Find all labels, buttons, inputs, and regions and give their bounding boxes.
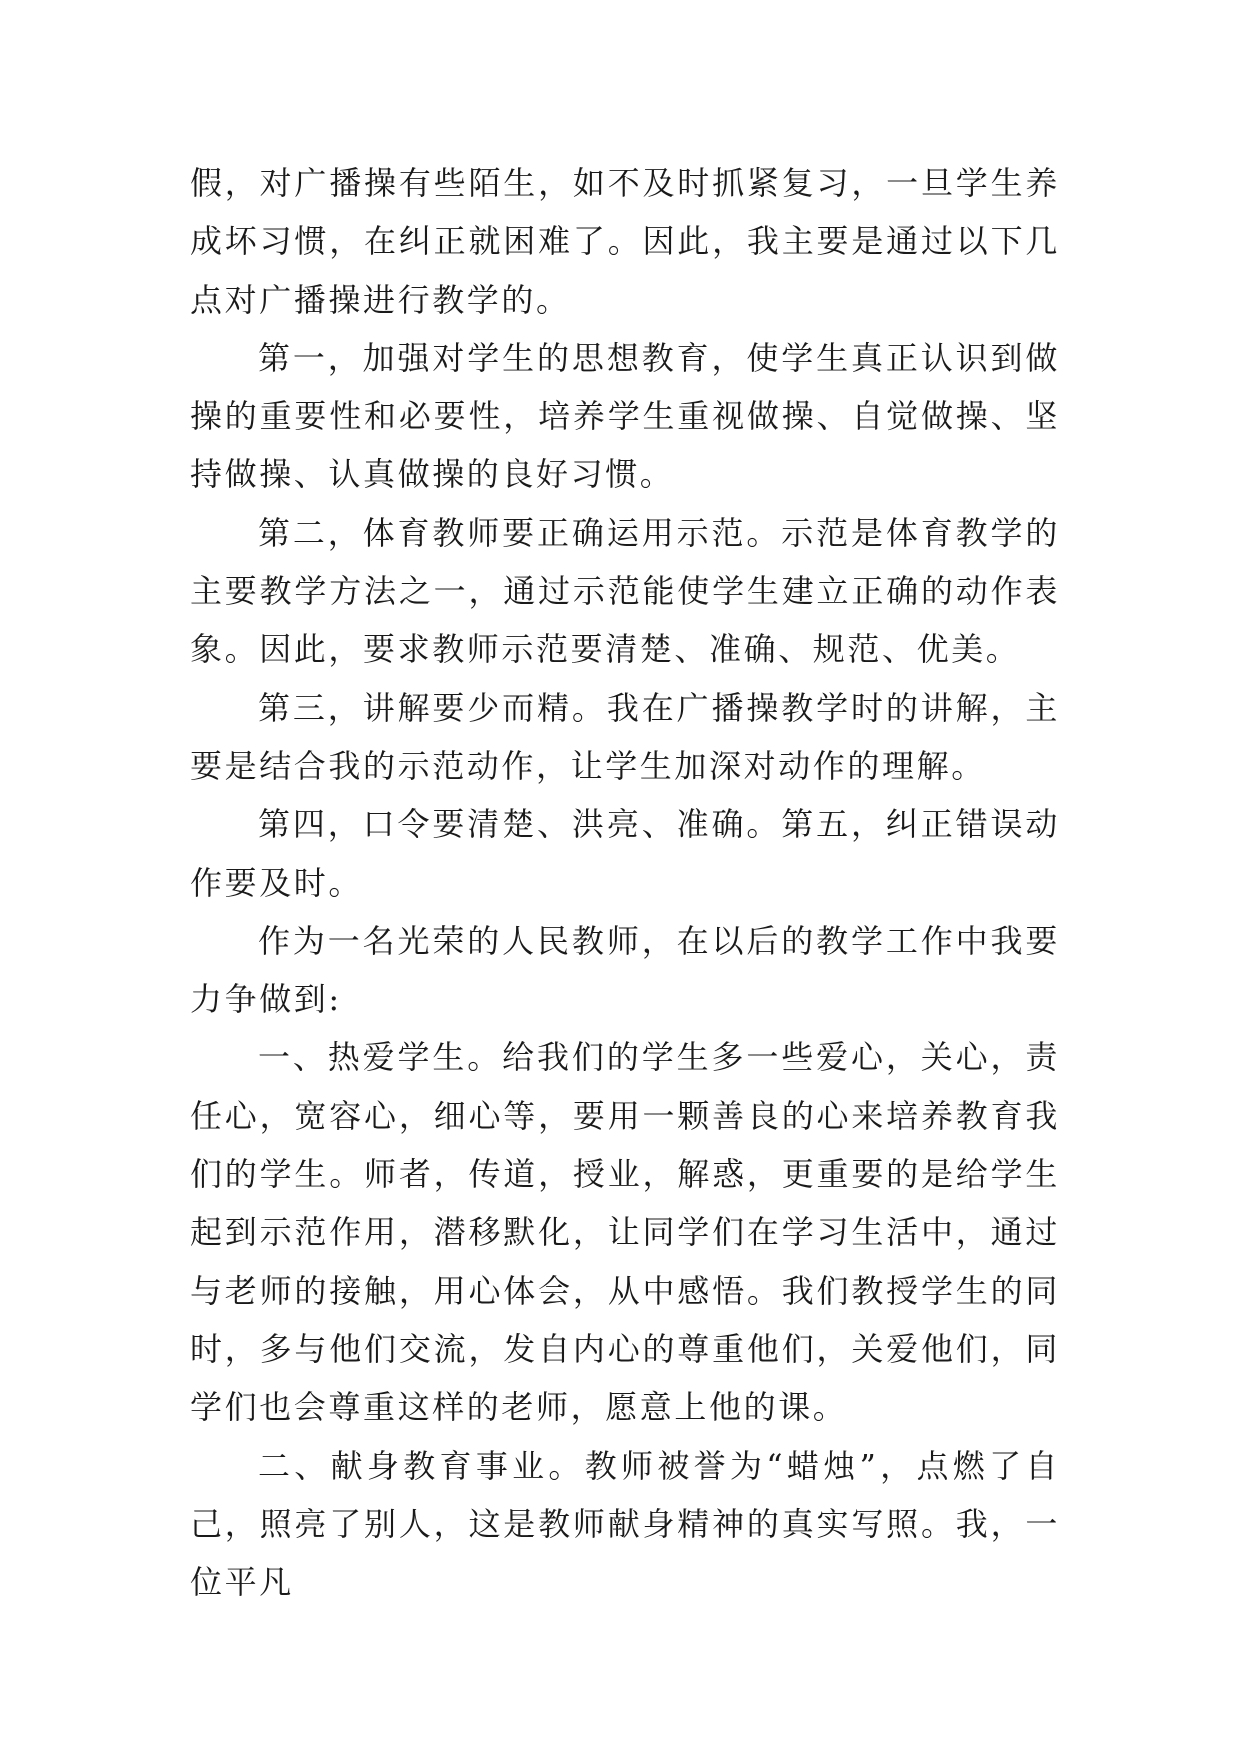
paragraph-resolution-1: 一、热爱学生。给我们的学生多一些爱心，关心，责任心，宽容心，细心等，要用一颗善良的心来培养教育我们的学生。师者，传道，授业，解惑，更重要的是给学生起到示范作用，潜移默化，让同学们在学习生活中，通过与老师的接触，用心体会，从中感悟。我们教授学生的同时，多与他们交流，发自内心的尊重他们，关爱他们，同学们也会尊重这样的老师，愿意上他的课。	[190, 1038, 1060, 1427]
paragraph-point-4-5: 第四，口令要清楚、洪亮、准确。第五，纠正错误动作要及时。	[190, 805, 1060, 902]
body-text	[190, 154, 1060, 1611]
paragraph-resolution-intro: 作为一名光荣的人民教师，在以后的教学工作中我要力争做到:	[190, 921, 1060, 1019]
paragraph-point-2: 第二，体育教师要正确运用示范。示范是体育教学的主要教学方法之一，通过示范能使学生建立正确的动作表象。因此，要求教师示范要清楚、准确、规范、优美。	[190, 513, 1060, 669]
paragraph-continuation: 假，对广播操有些陌生，如不及时抓紧复习，一旦学生养成坏习惯，在纠正就困难了。因此，我主要是通过以下几点对广播操进行教学的。	[190, 164, 1060, 319]
paragraph-resolution-2: 二、献身教育事业。教师被誉为“蜡烛”，点燃了自己，照亮了别人，这是教师献身精神的真实写照。我，一位平凡	[190, 1446, 1060, 1602]
paragraph-point-3: 第三，讲解要少而精。我在广播操教学时的讲解，主要是结合我的示范动作，让学生加深对动作的理解。	[190, 688, 1060, 785]
paragraph-point-1: 第一，加强对学生的思想教育，使学生真正认识到做操的重要性和必要性，培养学生重视做操、自觉做操、坚持做操、认真做操的良好习惯。	[190, 338, 1060, 494]
